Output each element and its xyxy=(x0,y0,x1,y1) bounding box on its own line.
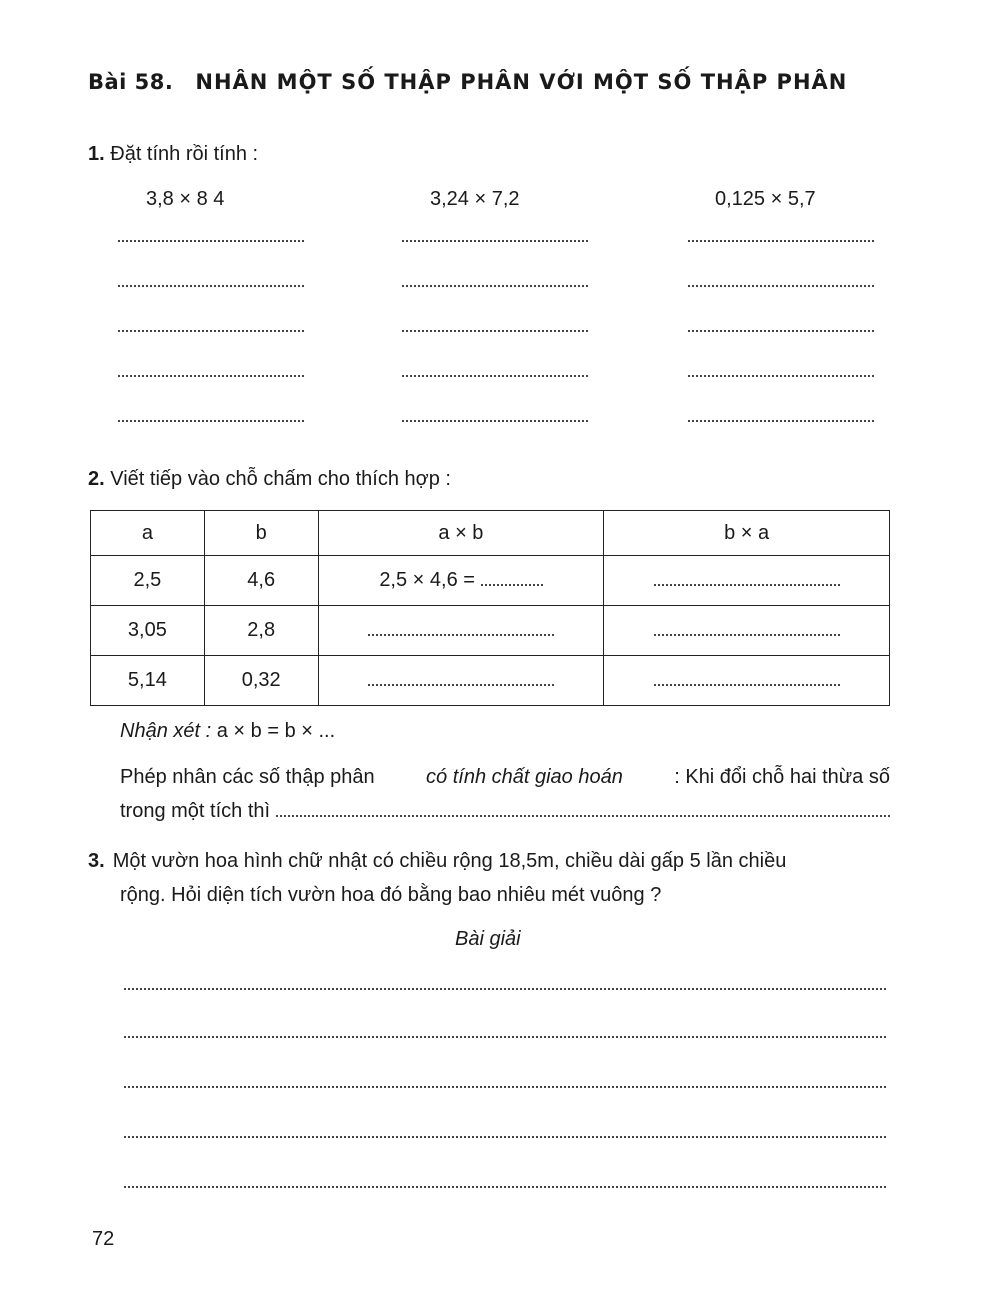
remark-text: a × b = b × ... xyxy=(216,720,336,742)
cell-b-times-a[interactable] xyxy=(604,606,890,656)
commutative-table xyxy=(90,510,890,706)
q1-expression-3: 0,125 × 5,7 xyxy=(715,188,816,210)
cell-a: 5,14 xyxy=(91,656,205,706)
table-row xyxy=(91,656,890,706)
header-b-times-a: b × a xyxy=(604,511,890,556)
cell-a-times-b[interactable] xyxy=(318,606,604,656)
lesson-title xyxy=(88,70,847,94)
q2-number: 2. xyxy=(88,468,105,490)
cell-b: 2,8 xyxy=(204,606,318,656)
answer-line[interactable] xyxy=(688,240,874,242)
answer-blank[interactable] xyxy=(481,570,543,586)
property-italic: có tính chất giao hoán xyxy=(426,766,623,788)
answer-line[interactable] xyxy=(688,375,874,377)
ab-expression: 2,5 × 4,6 = xyxy=(379,569,475,591)
cell-a-times-b[interactable] xyxy=(318,556,604,606)
q3-line2: rộng. Hỏi diện tích vườn hoa đó bằng bao nhiêu mét vuông ? xyxy=(120,884,662,906)
lesson-label: Bài 58. xyxy=(88,70,174,94)
answer-line[interactable] xyxy=(402,285,588,287)
answer-line[interactable] xyxy=(118,375,304,377)
cell-b-times-a[interactable] xyxy=(604,656,890,706)
table-header-row xyxy=(91,511,890,556)
answer-blank[interactable] xyxy=(368,670,554,686)
q1-expression-1: 3,8 × 8 4 xyxy=(146,188,225,210)
answer-line[interactable] xyxy=(688,420,874,422)
answer-line[interactable] xyxy=(124,1086,886,1088)
remark-label: Nhận xét : xyxy=(120,720,212,742)
answer-line[interactable] xyxy=(402,240,588,242)
cell-b: 0,32 xyxy=(204,656,318,706)
q3-prompt xyxy=(88,844,893,912)
commutative-property xyxy=(120,760,890,828)
cell-a-times-b[interactable] xyxy=(318,656,604,706)
header-b: b xyxy=(204,511,318,556)
solution-label: Bài giải xyxy=(455,928,521,950)
table-row xyxy=(91,606,890,656)
answer-line[interactable] xyxy=(402,330,588,332)
answer-blank[interactable] xyxy=(368,620,554,636)
header-a-times-b: a × b xyxy=(318,511,604,556)
answer-blank[interactable] xyxy=(276,801,890,817)
q1-number: 1. xyxy=(88,143,105,165)
answer-line[interactable] xyxy=(124,1136,886,1138)
property-part2: : Khi đổi chỗ hai thừa số xyxy=(674,766,890,788)
answer-line[interactable] xyxy=(118,240,304,242)
property-part1: Phép nhân các số thập phân xyxy=(120,766,375,788)
q1-text: Đặt tính rồi tính : xyxy=(110,143,259,165)
answer-line[interactable] xyxy=(124,1036,886,1038)
page-number: 72 xyxy=(92,1228,115,1250)
remark xyxy=(120,720,335,743)
answer-blank[interactable] xyxy=(654,670,840,686)
cell-a: 3,05 xyxy=(91,606,205,656)
answer-line[interactable] xyxy=(118,420,304,422)
q3-number: 3. xyxy=(88,850,105,872)
q3-line1: Một vườn hoa hình chữ nhật có chiều rộng 18,5m, chiều dài gấp 5 lần chiều xyxy=(112,850,787,872)
q2-prompt xyxy=(88,468,451,491)
cell-b-times-a[interactable] xyxy=(604,556,890,606)
property-line2: trong một tích thì xyxy=(120,800,271,822)
cell-a: 2,5 xyxy=(91,556,205,606)
answer-blank[interactable] xyxy=(654,620,840,636)
answer-line[interactable] xyxy=(688,330,874,332)
answer-line[interactable] xyxy=(118,285,304,287)
answer-line[interactable] xyxy=(402,375,588,377)
q1-prompt xyxy=(88,143,258,166)
table-row xyxy=(91,556,890,606)
header-a: a xyxy=(91,511,205,556)
cell-b: 4,6 xyxy=(204,556,318,606)
lesson-heading: NHÂN MỘT SỐ THẬP PHÂN VỚI MỘT SỐ THẬP PHÂN xyxy=(195,70,848,94)
answer-line[interactable] xyxy=(124,1186,886,1188)
q1-expression-2: 3,24 × 7,2 xyxy=(430,188,520,210)
answer-line[interactable] xyxy=(118,330,304,332)
answer-line[interactable] xyxy=(402,420,588,422)
q2-text: Viết tiếp vào chỗ chấm cho thích hợp : xyxy=(110,468,451,490)
answer-line[interactable] xyxy=(688,285,874,287)
answer-line[interactable] xyxy=(124,988,886,990)
answer-blank[interactable] xyxy=(654,570,840,586)
